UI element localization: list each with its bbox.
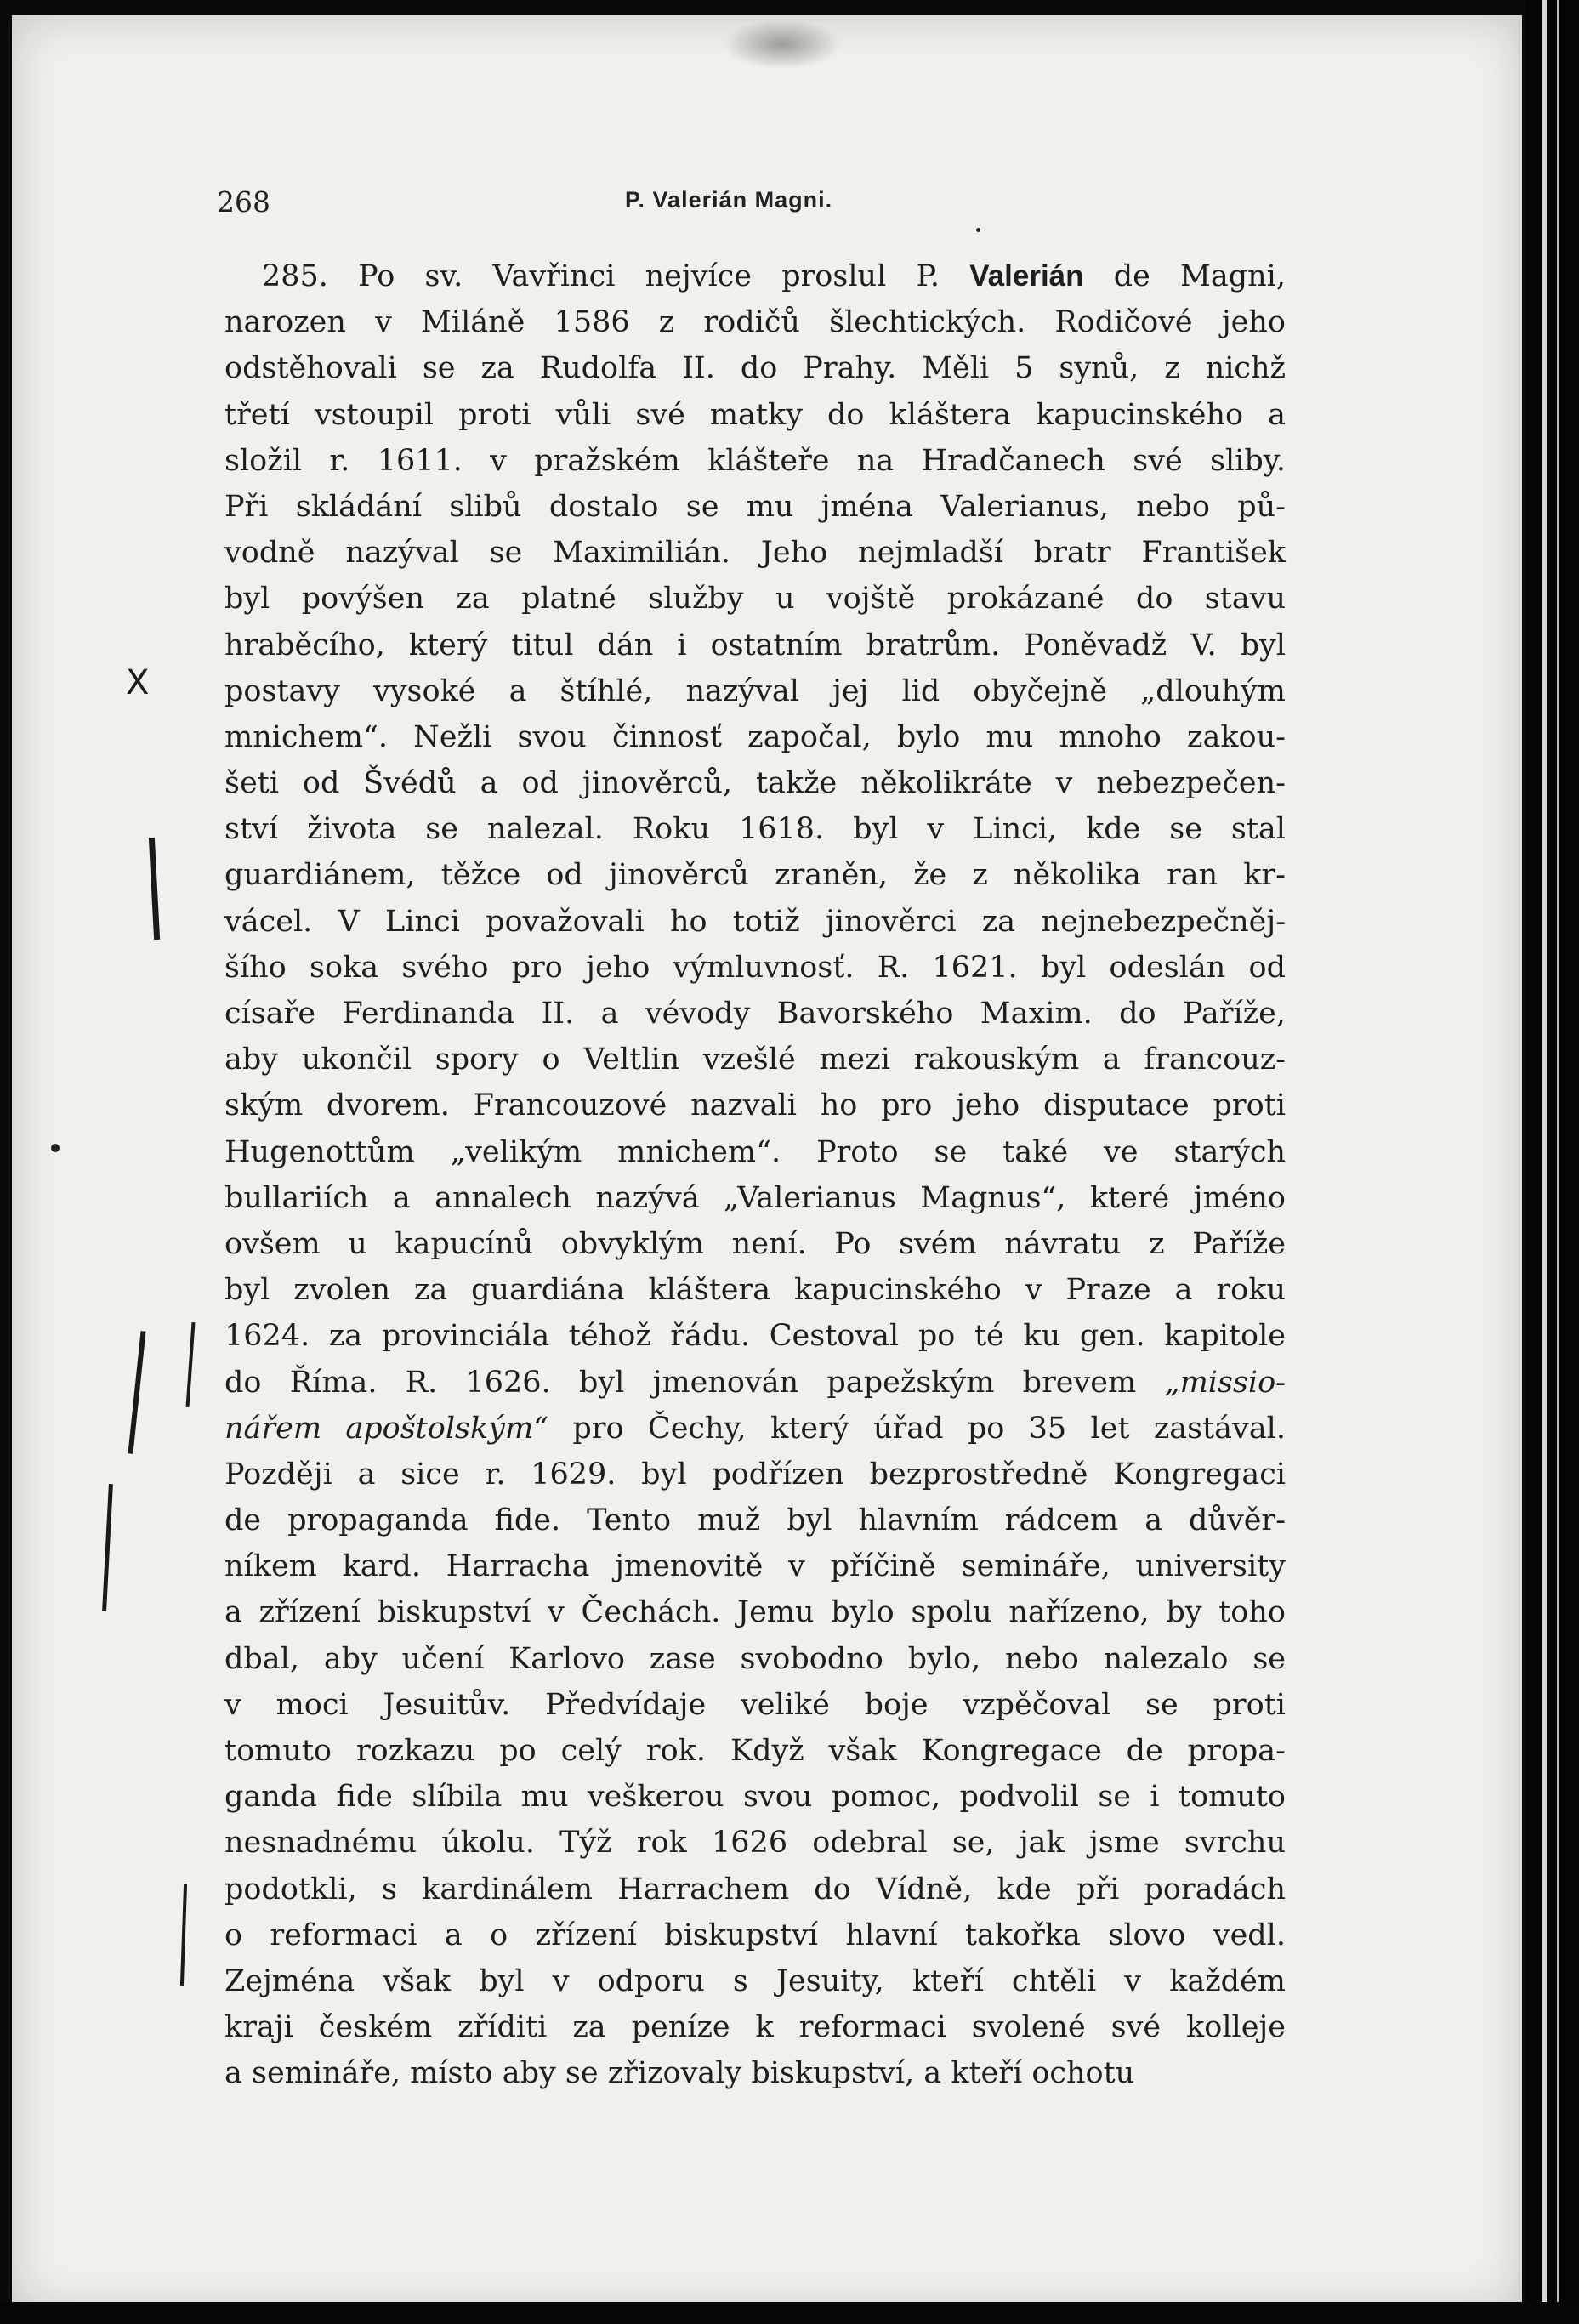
text-line: a zřízení biskupství v Čechách. Jemu bylo spolu nařízeno, by toho [224,1595,1286,1630]
text-line: narozen v Miláně 1586 z rodičů šlechtických. Rodičové jeho [224,305,1286,340]
text-line: složil r. 1611. v pražském klášteře na Hradčanech své sliby. [224,443,1286,478]
text-line: podotkli, s kardinálem Harrachem do Vídně, kde při poradách [224,1872,1286,1906]
text-line: o reformaci a o zřízení biskupství hlavní takořka slovo vedl. [224,1918,1286,1952]
text-line: Později a sice r. 1629. byl podřízen bezprostředně Kongregaci [224,1457,1286,1492]
text-line: ovšem u kapucínů obvyklým není. Po svém návratu z Paříže [224,1226,1286,1261]
text-line: odstěhovali se za Rudolfa II. do Prahy. Měli 5 synů, z nichž [224,351,1286,386]
running-title: P. Valerián Magni. [625,187,833,213]
text-line: Zejména však byl v odporu s Jesuity, kteří chtěli v každém [224,1963,1286,1998]
text-line: guardiánem, těžce od jinověrců zraněn, že z několika ran kr- [224,858,1286,893]
text-line: tomuto rozkazu po celý rok. Když však Kongregace de propa- [224,1734,1286,1768]
text-line: byl povýšen za platné služby u vojště prokázané do stavu [224,582,1286,617]
text-line: aby ukončil spory o Veltlin vzešlé mezi rakouským a francouz- [224,1043,1286,1077]
text-line: byl zvolen za guardiána kláštera kapucinského v Praze a roku [224,1273,1286,1308]
text-line: ským dvorem. Francouzové nazvali ho pro jeho disputace proti [224,1088,1286,1123]
text-line: šího soka svého pro jeho výmluvnosť. R. 1621. byl odeslán od [224,950,1286,985]
page-header [217,185,1305,236]
text-line: Při skládání slibů dostalo se mu jména Valerianus, nebo pů- [224,489,1286,524]
text-line: vodně nazýval se Maximilián. Jeho nejmladší bratr František [224,536,1286,571]
top-smudge [723,19,842,70]
bottom-shadow [0,2302,1579,2324]
page-edge [1526,0,1579,2324]
text-line: ganda fide slíbila mu veškerou svou pomoc, podvolil se i tomuto [224,1780,1286,1815]
text-line: hraběcího, který titul dán i ostatním bratrům. Poněvadž V. byl [224,628,1286,662]
text-line: ství života se nalezal. Roku 1618. byl v Linci, kde se stal [224,812,1286,847]
text-line: vácel. V Linci považovali ho totiž jinověrci za nejnebezpečněj- [224,904,1286,939]
text-line: do Říma. R. 1626. byl jmenován papežským brevem „missio- [224,1365,1286,1400]
margin-cross-mark: X [126,663,150,702]
text-line: třetí vstoupil proti vůli své matky do kláštera kapucinského a [224,397,1286,432]
italic-phrase: „missio- [1164,1365,1286,1400]
text-line: šeti od Švédů a od jinověrců, takže několikráte v nebezpečen- [224,766,1286,801]
text-line: v moci Jesuitův. Předvídaje veliké boje vzpěčoval se proti [224,1687,1286,1722]
text-line: 1624. za provinciála téhož řádu. Cestoval po té ku gen. kapitole [224,1319,1286,1354]
text-line: Hugenottům „velikým mnichem“. Proto se také ve starých [224,1134,1286,1169]
page-number: 268 [217,185,270,219]
margin-dot [976,228,980,232]
body-text [224,253,1286,2097]
person-name: Valerián [969,259,1084,293]
text-line: nářem apoštolským“ pro Čechy, který úřad po 35 let zastával. [224,1411,1286,1446]
text-line: a semináře, místo aby se zřizovaly biskupství, a kteří ochotu [224,2056,1135,2091]
margin-dot [51,1144,60,1152]
text-line: kraji českém zříditi za peníze k reformaci svolené své kolleje [224,2010,1286,2045]
italic-phrase: nářem apoštolským“ [224,1411,549,1446]
text-line: níkem kard. Harracha jmenovitě v příčině semináře, university [224,1549,1286,1584]
text-line: císaře Ferdinanda II. a vévody Bavorského Maxim. do Paříže, [224,997,1286,1031]
text-line: 285. Po sv. Vavřinci nejvíce proslul P. Valerián de Magni, [262,259,1286,293]
text-line: mnichem“. Nežli svou činnosť započal, bylo mu mnoho zakou- [224,719,1286,754]
text-line: de propaganda fide. Tento muž byl hlavním rádcem a důvěr- [224,1503,1286,1538]
text-line: bullariích a annalech nazývá „Valerianus Magnus“, které jméno [224,1180,1286,1215]
text-line: postavy vysoké a štíhlé, nazýval jej lid obyčejně „dlouhým [224,673,1286,708]
text-line: dbal, aby učení Karlovo zase svobodno bylo, nebo nalezalo se [224,1641,1286,1676]
text-line: nesnadnému úkolu. Týž rok 1626 odebral se, jak jsme svrchu [224,1826,1286,1861]
